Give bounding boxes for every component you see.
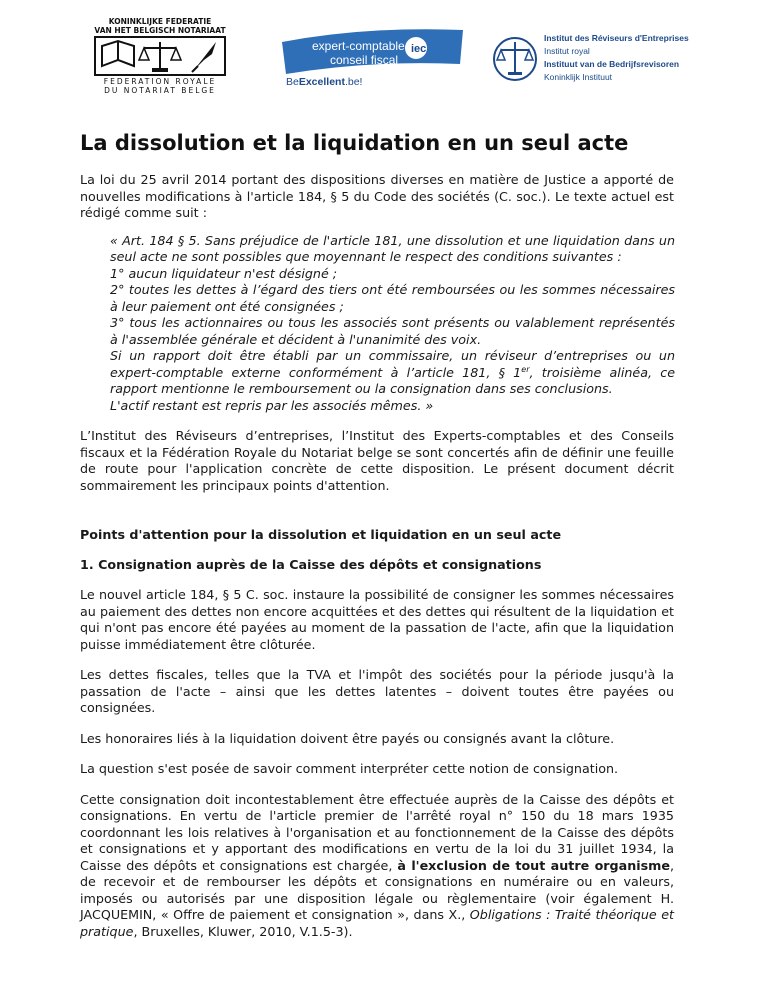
header-logos: [0, 0, 768, 110]
iec-tag-suffix: .be!: [344, 76, 363, 88]
ire-line4: Koninklijk Instituut: [544, 72, 613, 82]
paragraph-5-part-b: , de recevoir et de rembourser les dépôts et consignations en numéraire ou en valeurs, imposés ou autorisés par une disposition légale ou règlementaire (voir également H. JACQUEMIN, « Offre de paiement et consignation », dans X.,: [80, 857, 675, 922]
notariat-logo-bottom-text: [80, 78, 240, 95]
law-quote: [110, 233, 675, 415]
ire-text: [544, 32, 689, 84]
iec-line1: expert-comptable: [312, 39, 405, 53]
paragraph-5-book-title: Obligations : Traité théorique et pratique: [80, 907, 674, 939]
paragraph-5-part-c: , Bruxelles, Kluwer, 2010, V.1.5-3).: [133, 923, 353, 939]
quote-line-1: « Art. 184 § 5. Sans préjudice de l'article 181, une dissolution et une liquidation dans un seul acte ne sont possibles que moyennant le respect des conditions suivantes :: [110, 232, 675, 264]
notariat-line1: KONINKLIJKE FEDERATIE: [108, 17, 212, 26]
document-title: La dissolution et la liquidation en un seul acte: [80, 131, 629, 155]
ire-line3: Instituut van de Bedrijfsrevisoren: [544, 59, 680, 69]
iec-tagline: [286, 76, 362, 88]
ire-logo: [492, 32, 692, 102]
paragraph-5-emphasis: à l'exclusion de tout autre organisme: [397, 857, 670, 873]
iec-line2: conseil fiscal: [330, 53, 399, 67]
quote-line-5b: , troisième alinéa, ce rapport mentionne le remboursement ou la consignation dans ses conclusions.: [110, 364, 676, 396]
institutes-paragraph: L’Institut des Réviseurs d’entreprises, l’Institut des Experts-comptables et des Conseils fiscaux et la Fédération Royale du Notariat belge se sont concertés afin de définir une feuille de route pour l'application concrète de cette disposition. Le présent document décrit sommairement les principaux points d'attention.: [80, 428, 674, 493]
paragraph-4: La question s'est posée de savoir comment interpréter cette notion de consignation.: [80, 761, 619, 776]
paragraph-2: Les dettes fiscales, telles que la TVA et l'impôt des sociétés pour la période jusqu'à la passation de l'acte – ainsi que les dettes latentes – doivent toutes être payées ou consignées.: [80, 667, 674, 715]
iec-logo: [278, 28, 473, 98]
paragraph-5-part-a: Cette consignation doit incontestablement être effectuée auprès de la Caisse des dépôts et consignations. En vertu de l'article premier de l'arrêté royal n° 150 du 18 mars 1935 coordonnant les lois relatives à l'organisation et au fonctionnement de la Caisse des dépôts et consignations et y apportant des modifications en vertu de la loi du 31 juillet 1934, la Caisse des dépôts et consignations est chargée,: [80, 791, 674, 873]
paragraph-3: Les honoraires liés à la liquidation doivent être payés ou consignés avant la clôture.: [80, 730, 615, 746]
intro-paragraph: La loi du 25 avril 2014 portant des dispositions diverses en matière de Justice a apporté de nouvelles modifications à l'article 184, § 5 du Code des sociétés (C. soc.). Le texte actuel est rédigé comme suit :: [80, 172, 674, 220]
quote-superscript: er: [521, 364, 530, 374]
notariat-line4: DU NOTARIAT BELGE: [104, 85, 216, 95]
paragraph-1: Le nouvel article 184, § 5 C. soc. instaure la possibilité de consigner les sommes nécessaires au paiement des dettes non encore acquittées et des dettes qui résultent de la liquidation et qui n'ont pas encore été payées au moment de la passation de l'acte, afin que la liquidation puisse immédiatement être clôturée.: [80, 587, 674, 652]
quote-line-5a: Si un rapport doit être établi par un commissaire, un réviseur d’entreprises ou un expert-comptable externe conformément à l’article 181, § 1: [110, 348, 675, 380]
notariat-logo-top-text: [80, 18, 240, 35]
notariat-logo: [80, 18, 240, 103]
notariat-emblem-icon: [94, 36, 226, 76]
quote-line-2: 1° aucun liquidateur n'est désigné ;: [110, 265, 338, 281]
quote-line-6: L'actif restant est repris par les associés mêmes. »: [110, 397, 434, 413]
heading-attention-points: Points d'attention pour la dissolution et liquidation en un seul acte: [80, 527, 562, 542]
iec-mark: iec: [411, 43, 427, 55]
quote-line-5: [110, 348, 675, 398]
ire-emblem-icon: [492, 34, 538, 84]
ire-line2: Institut royal: [544, 46, 590, 56]
heading-section-1: 1. Consignation auprès de la Caisse des dépôts et consignations: [80, 556, 542, 572]
paragraph-5: [80, 792, 674, 941]
ire-line1: Institut des Réviseurs d'Entreprises: [544, 33, 689, 43]
quote-line-3: 2° toutes les dettes à l’égard des tiers ont été remboursées ou les sommes nécessaires à leur paiement ont été consignées ;: [110, 282, 675, 314]
notariat-line3: FEDERATION ROYALE: [103, 77, 217, 86]
notariat-line2: VAN HET BELGISCH NOTARIAAT: [94, 25, 226, 35]
iec-tag-bold: Excellent: [298, 76, 345, 88]
quote-line-4: 3° tous les actionnaires ou tous les associés sont présents ou valablement représentés à l'assemblée générale et décident à l'unanimité des voix.: [110, 315, 675, 347]
iec-tag-prefix: Be: [286, 76, 299, 88]
document-body: [80, 112, 674, 954]
